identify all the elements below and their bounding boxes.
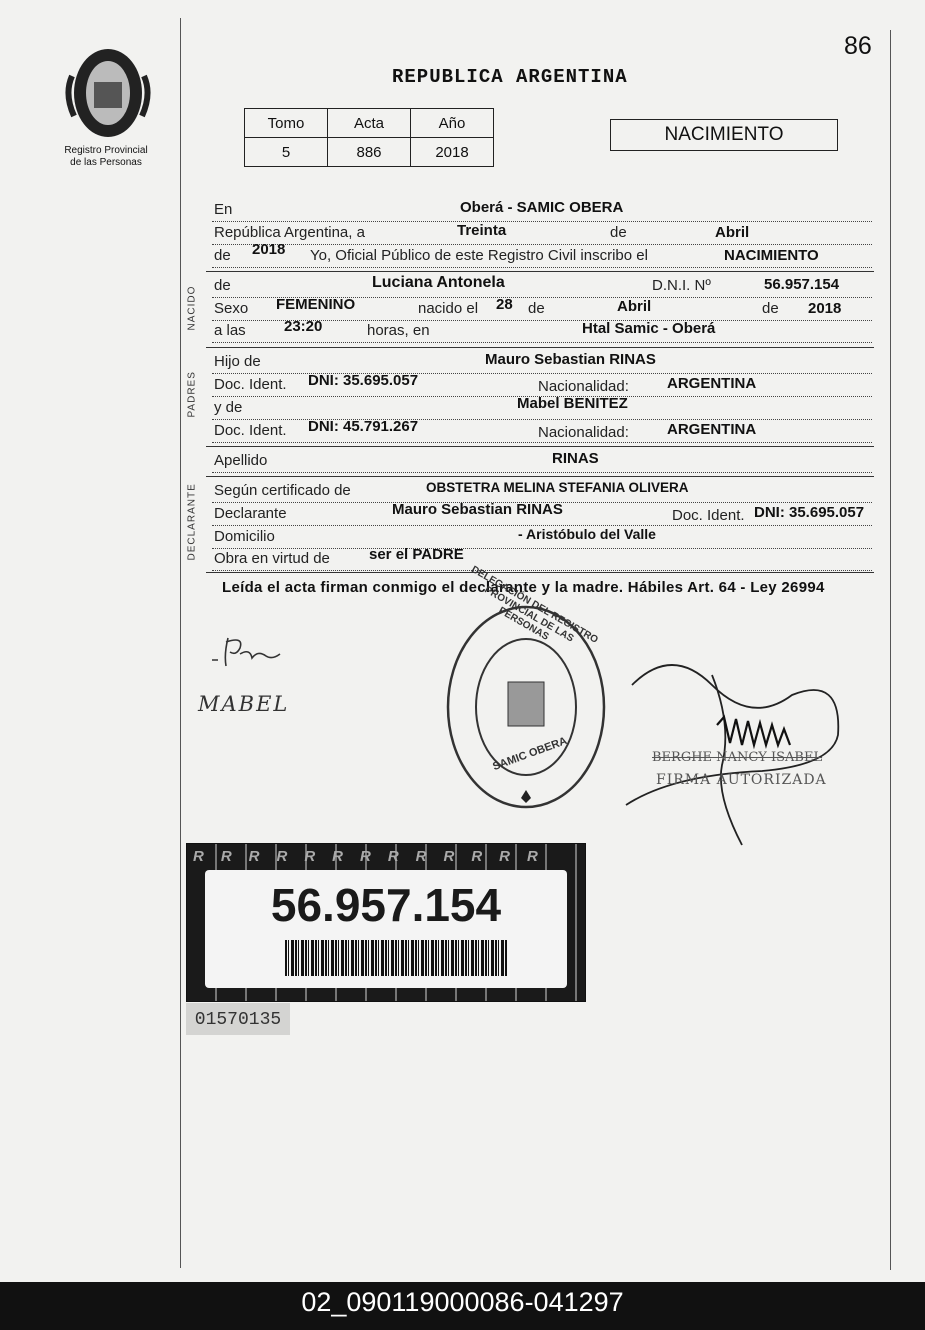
value-acta: 886 [328, 138, 411, 167]
row-nacido-hora: a las 23:20 horas, en Htal Samic - Oberá [212, 320, 872, 343]
header-acta: Acta [328, 109, 411, 138]
row-nacido-name: de Luciana Antonela D.N.I. Nº 56.957.154 [212, 275, 872, 298]
side-label-padres: PADRES [186, 371, 198, 418]
row-nacido-sexo: Sexo FEMENINO nacido el 28 de Abril de 2018 [212, 298, 872, 321]
separator [206, 446, 874, 447]
seal-text: DELEGACIÓN DEL REGISTRO PROVINCIAL DE LAS PERSONAS [469, 564, 600, 646]
province-emblem-icon [62, 46, 154, 141]
signature-mother: MABEL [198, 692, 290, 716]
signature-declarante-icon [210, 632, 290, 672]
header-ano: Año [411, 109, 494, 138]
left-margin-line [180, 18, 181, 1268]
separator [206, 271, 874, 272]
row-inscribo: de 2018 Yo, Oficial Público de este Registro Civil inscribo el NACIMIENTO [212, 245, 872, 268]
closing-text: Leída el acta firman conmigo el declarante y la madre. Hábiles Art. 64 - Ley 26994 [222, 579, 825, 596]
row-certificado: Según certificado de OBSTETRA MELINA STEFANIA OLIVERA [212, 480, 872, 503]
register-table [244, 108, 494, 167]
row-father-doc: Doc. Ident. DNI: 35.695.057 Nacionalidad: ARGENTINA [212, 374, 872, 397]
row-declarante: Declarante Mauro Sebastian RINAS Doc. Ident. DNI: 35.695.057 [212, 503, 872, 526]
row-mother-doc: Doc. Ident. DNI: 45.791.267 Nacionalidad: ARGENTINA [212, 420, 872, 443]
act-type-box: NACIMIENTO [610, 119, 838, 151]
row-hijo: Hijo de Mauro Sebastian RINAS [212, 351, 872, 374]
value-ano: 2018 [411, 138, 494, 167]
row-domicilio: Domicilio - Aristóbulo del Valle [212, 526, 872, 549]
value-tomo: 5 [245, 138, 328, 167]
barcode-icon [285, 940, 507, 976]
row-date: República Argentina, a Treinta de Abril [212, 222, 872, 245]
separator [206, 347, 874, 348]
header-tomo: Tomo [245, 109, 328, 138]
officer-title: FIRMA AUTORIZADA [656, 772, 827, 788]
registry-name: Registro Provincial de las Personas [64, 145, 148, 168]
row-apellido: Apellido RINAS [212, 450, 872, 473]
side-label-nacido: NACIDO [186, 285, 198, 331]
page-number: 86 [844, 32, 872, 60]
seal-city: SAMIC OBERA [491, 734, 569, 774]
country-title: REPUBLICA ARGENTINA [392, 66, 628, 88]
side-label-declarante: DECLARANTE [186, 483, 198, 561]
stamp-number: 01570135 [186, 1003, 290, 1035]
row-obra: Obra en virtud de ser el PADRE [212, 548, 872, 571]
sticker-number: 56.957.154 [270, 879, 502, 931]
dni-sticker [186, 843, 586, 1002]
separator [206, 572, 874, 573]
sticker-label [205, 870, 567, 988]
footer-code: 02_090119000086-041297 [301, 1287, 624, 1317]
officer-name: BERGHE NANCY ISABEL [652, 750, 823, 765]
separator [206, 476, 874, 477]
sticker-logo-row: RRRRRRRRRRRRR [193, 848, 555, 865]
row-en: En Oberá - SAMIC OBERA [212, 199, 872, 222]
row-mother: y de Mabel BENITEZ [212, 397, 872, 420]
right-margin-line [890, 30, 891, 1270]
